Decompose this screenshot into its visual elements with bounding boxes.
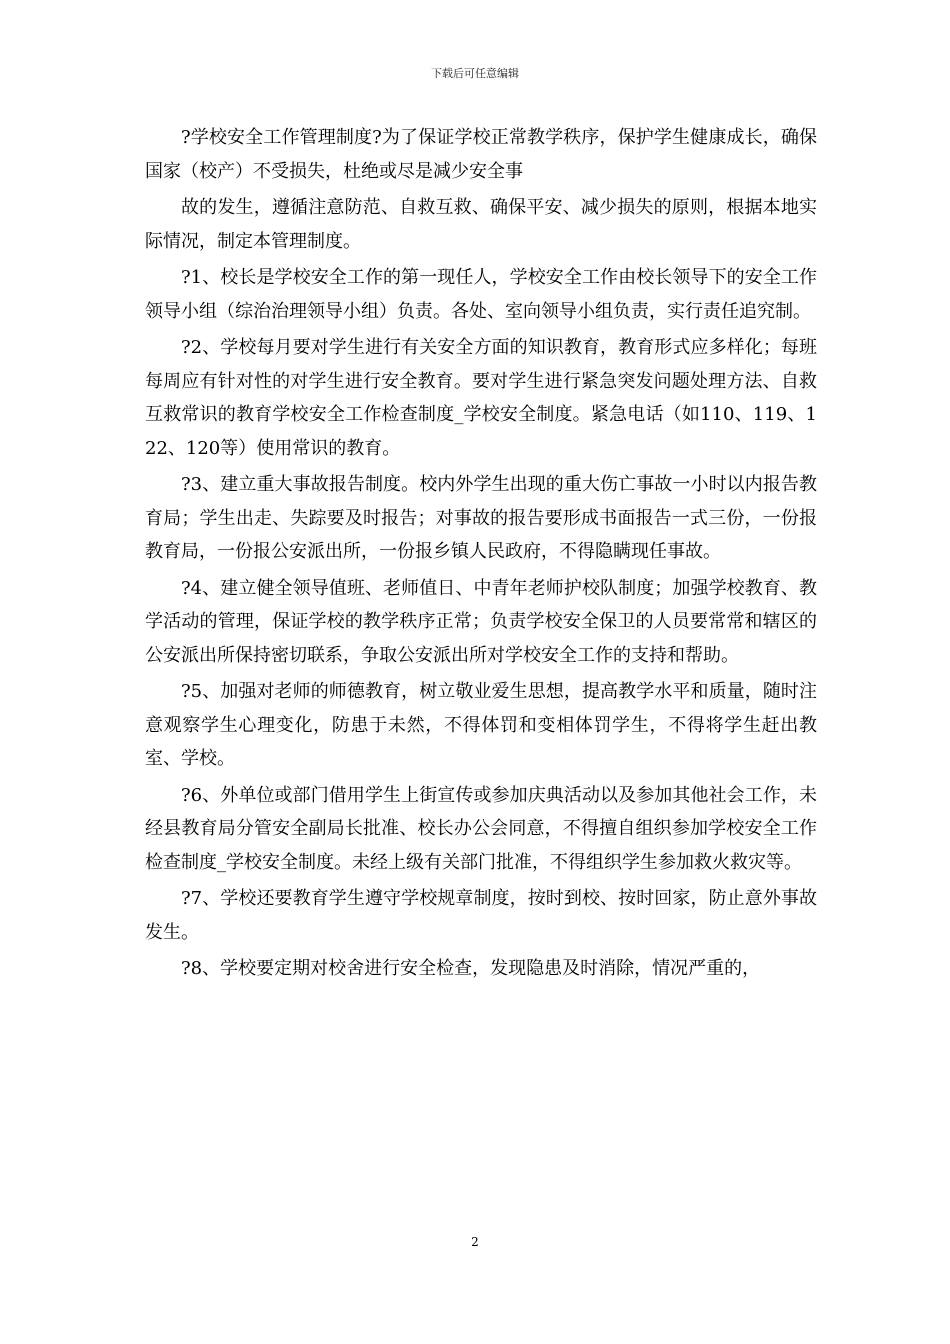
paragraph-rule-7: ?7、学校还要教育学生遵守学校规章制度，按时到校、按时回家，防止意外事故发生。 (145, 888, 817, 943)
document-body (145, 121, 817, 989)
paragraph-rule-8: ?8、学校要定期对校舍进行安全检查，发现隐患及时消除，情况严重的， (181, 958, 761, 979)
paragraph-intro: ?学校安全工作管理制度?为了保证学校正常教学秩序，保护学生健康成长，确保国家（校产）不受损失，杜绝或尽是减少安全事 (145, 127, 817, 182)
paragraph-rule-5: ?5、加强对老师的师德教育，树立敬业爱生思想，提高教学水平和质量，随时注意观察学生心理变化，防患于未然，不得体罚和变相体罚学生，不得将学生赶出教室、学校。 (145, 681, 817, 769)
paragraph-rule-3: ?3、建立重大事故报告制度。校内外学生出现的重大伤亡事故一小时以内报告教育局；学生出走、失踪要及时报告；对事故的报告要形成书面报告一式三份，一份报教育局，一份报公安派出所，一份报乡镇人民政府，不得隐瞒现任事故。 (145, 474, 817, 562)
paragraph-rule-6: ?6、外单位或部门借用学生上街宣传或参加庆典活动以及参加其他社会工作，未经县教育局分管安全副局长批准、校长办公会同意，不得擅自组织参加学校安全工作检查制度_学校安全制度。未经上级有关部门批准，不得组织学生参加救火救灾等。 (145, 784, 817, 873)
paragraph-intro-continued: 故的发生，遵循注意防范、自救互救、确保平安、减少损失的原则，根据本地实际情况，制定本管理制度。 (145, 197, 817, 252)
paragraph-rule-4: ?4、建立健全领导值班、老师值日、中青年老师护校队制度；加强学校教育、教学活动的管理，保证学校的教学秩序正常；负责学校安全保卫的人员要常常和辖区的公安派出所保持密切联系，争取公安派出所对学校安全工作的支持和帮助。 (145, 577, 817, 666)
paragraph-rule-2: ?2、学校每月要对学生进行有关安全方面的知识教育，教育形式应多样化；每班每周应有针对性的对学生进行安全教育。要对学生进行紧急突发问题处理方法、自救互救常识的教育学校安全工作检查制度_学校安全制度。紧急电话（如110、119、122、120等）使用常识的教育。 (145, 337, 817, 459)
page-number: 2 (471, 1235, 479, 1249)
paragraph-rule-1: ?1、校长是学校安全工作的第一现任人，学校安全工作由校长领导下的安全工作领导小组（综治治理领导小组）负责。各处、室向领导小组负责，实行责任追究制。 (145, 267, 817, 322)
page-header: 下载后可任意编辑 (431, 67, 519, 80)
